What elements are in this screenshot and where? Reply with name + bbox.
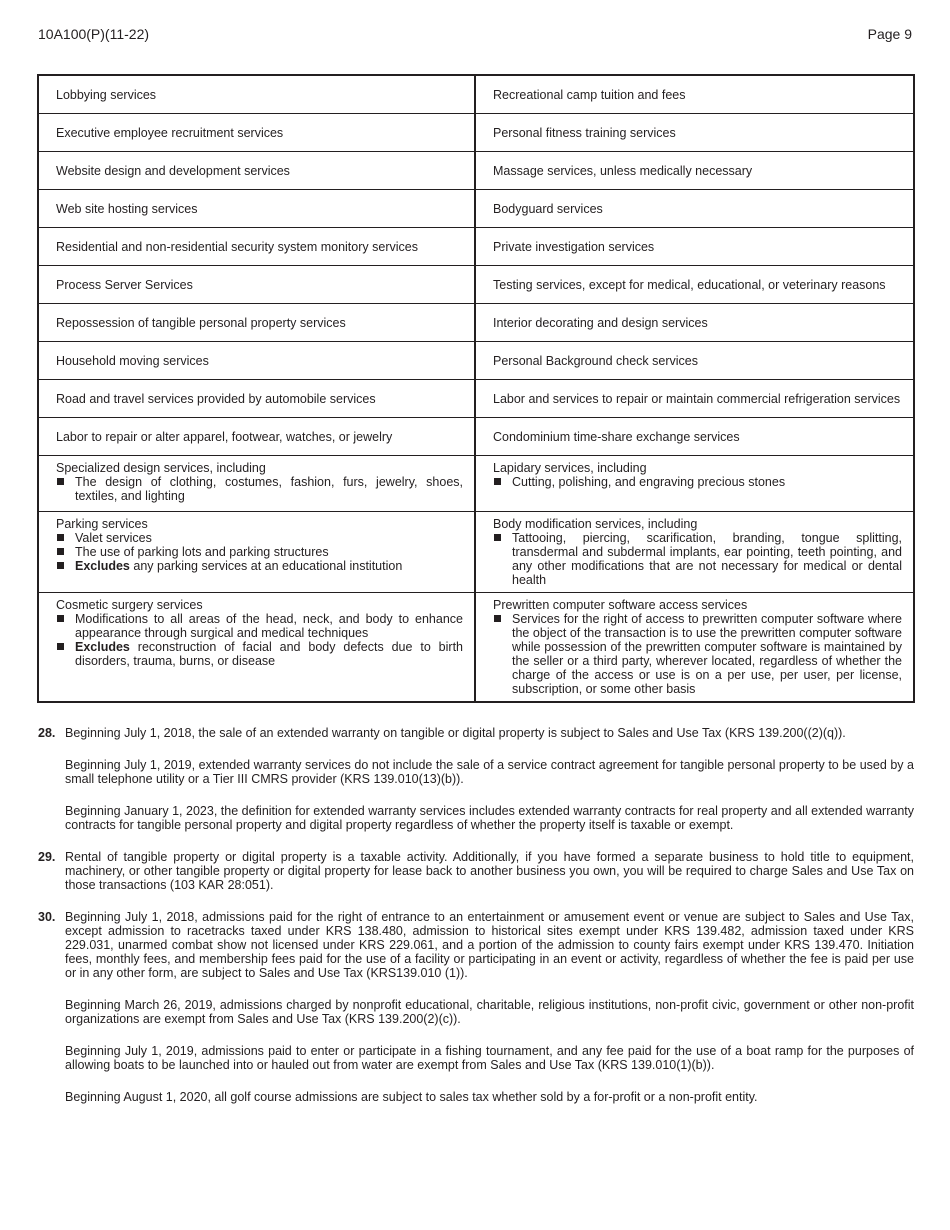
table-row [38,190,914,228]
footnotes [38,726,914,1122]
note-number: 29. [38,850,56,864]
table-cell-specialized-design [38,456,475,512]
table-row [38,593,914,703]
table-cell: Massage services, unless medically necessary [475,152,914,190]
note-30 [38,910,914,1104]
table-row [38,266,914,304]
table-cell: Web site hosting services [38,190,475,228]
table-cell: Household moving services [38,342,475,380]
table-cell: Residential and non-residential security system monitory services [38,228,475,266]
note-29 [38,850,914,892]
form-id: 10A100(P)(11-22) [38,26,150,42]
note-number: 28. [38,726,56,740]
list-item-text: any parking services at an educational institution [129,559,403,573]
table-cell: Lobbying services [38,75,475,114]
table-cell: Labor to repair or alter apparel, footwear, watches, or jewelry [38,418,475,456]
page-number: Page 9 [867,26,912,42]
table-row [38,114,914,152]
list-item: Modifications to all areas of the head, neck, and body to enhance appearance through surgical and medical techniques [56,612,463,640]
list-item: Valet services [56,531,463,545]
table-row [38,152,914,190]
excludes-label: Excludes [75,559,130,573]
note-paragraph: Beginning January 1, 2023, the definition for extended warranty services includes extended warranty contracts for real property and all extended warranty contracts for tangible personal property and digital property regardless of whether the property itself is taxable or exempt. [65,804,914,832]
table-cell: Testing services, except for medical, educational, or veterinary reasons [475,266,914,304]
table-row [38,75,914,114]
note-paragraph: Beginning July 1, 2018, the sale of an extended warranty on tangible or digital property is subject to Sales and Use Tax (KRS 139.200((2)(q)). [65,726,846,740]
list-item: Tattooing, piercing, scarification, branding, tongue splitting, transdermal and subdermal implants, ear pointing, teeth pointing, and any other modifications that are not necessary for medical or dental health [493,531,902,587]
table-cell-parking [38,512,475,593]
list-item: The design of clothing, costumes, fashion, furs, jewelry, shoes, textiles, and lighting [56,475,463,503]
table-cell: Personal Background check services [475,342,914,380]
table-row [38,456,914,512]
bullet-list [56,531,463,573]
table-row [38,512,914,593]
table-cell-software-access [475,593,914,703]
list-item [56,640,463,668]
table-cell: Recreational camp tuition and fees [475,75,914,114]
cell-title: Body modification services, including [493,517,698,531]
table-cell: Personal fitness training services [475,114,914,152]
table-cell: Executive employee recruitment services [38,114,475,152]
note-paragraph: Beginning August 1, 2020, all golf course admissions are subject to sales tax whether sold by a for-profit or a non-profit entity. [65,1090,758,1104]
bullet-list [493,612,902,696]
note-paragraph: Beginning July 1, 2018, admissions paid for the right of entrance to an entertainment or amusement event or venue are subject to Sales and Use Tax, except admission to racetracks taxed under KRS 138.480, admission to historical sites exempt under KRS 139.482, admission taxed under KRS 229.031, unarmed combat show not licensed under KRS 229.061, and a portion of the admission to county fairs exempt under KRS 139.470. Initiation fees, monthly fees, and membership fees paid for the use of a facility or participating in an event or activity, regardless of whether the fee is paid per use or in any other form, are subject to Sales and Use Tax (KRS139.010 (1)). [65,910,914,980]
note-paragraph: Rental of tangible property or digital property is a taxable activity. Additionally, if you have formed a separate business to hold title to equipment, machinery, or other tangible property or digital property for lease back to another business you own, you will be required to charge Sales and Use Tax on those transactions (103 KAR 28:051). [65,850,914,892]
table-cell-lapidary [475,456,914,512]
bullet-list [56,612,463,668]
table-row [38,304,914,342]
list-item [56,559,463,573]
cell-title: Prewritten computer software access services [493,598,748,612]
note-paragraph: Beginning July 1, 2019, extended warranty services do not include the sale of a service contract agreement for tangible personal property to be used by a small telephone utility or a Tier III CMRS provider (KRS 139.010(13)(b)). [65,758,914,786]
table-cell: Road and travel services provided by automobile services [38,380,475,418]
table-cell: Website design and development services [38,152,475,190]
table-cell: Bodyguard services [475,190,914,228]
note-paragraph: Beginning July 1, 2019, admissions paid to enter or participate in a fishing tournament, and any fee paid for the use of a boat ramp for the purposes of allowing boats to be launched into or hauled out from water are exempt from Sales and Use Tax (KRS 139.010(1)(b)). [65,1044,914,1072]
table-row [38,342,914,380]
table-cell: Repossession of tangible personal property services [38,304,475,342]
table-cell: Condominium time-share exchange services [475,418,914,456]
list-item-text: reconstruction of facial and body defects due to birth disorders, trauma, burns, or disease [75,640,463,668]
bullet-list [493,475,902,489]
table-cell: Labor and services to repair or maintain commercial refrigeration services [475,380,914,418]
table-cell: Interior decorating and design services [475,304,914,342]
cell-title: Cosmetic surgery services [56,598,203,612]
table-cell-body-modification [475,512,914,593]
cell-title: Parking services [56,517,148,531]
note-number: 30. [38,910,56,924]
list-item: The use of parking lots and parking structures [56,545,463,559]
excludes-label: Excludes [75,640,130,654]
note-paragraph: Beginning March 26, 2019, admissions charged by nonprofit educational, charitable, religious institutions, non-profit civic, government or other non-profit organizations are exempt from Sales and Use Tax (KRS 139.200(2)(c)). [65,998,914,1026]
cell-title: Lapidary services, including [493,461,647,475]
taxable-services-table [37,74,915,703]
table-cell: Private investigation services [475,228,914,266]
list-item: Cutting, polishing, and engraving precious stones [493,475,902,489]
list-item: Services for the right of access to prewritten computer software where the object of the transaction is to use the prewritten computer software while possession of the prewritten computer software is maintained by the seller or a third party, wherever located, regardless of whether the charge of the access or use is on a per use, per user, per license, subscription, or some other basis [493,612,902,696]
table-cell: Process Server Services [38,266,475,304]
bullet-list [56,475,463,503]
table-cell-cosmetic-surgery [38,593,475,703]
bullet-list [493,531,902,587]
table-row [38,418,914,456]
note-28 [38,726,914,832]
cell-title: Specialized design services, including [56,461,266,475]
table-row [38,380,914,418]
table-row [38,228,914,266]
